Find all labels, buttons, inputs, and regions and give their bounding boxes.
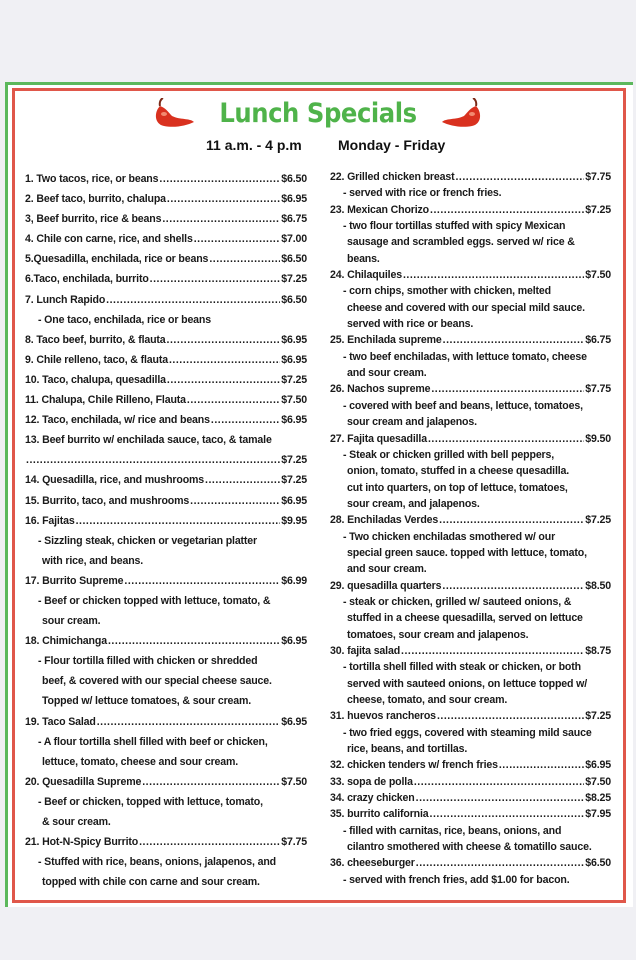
menu-item [330,512,611,577]
dot-leader [159,169,280,189]
menu-item-line [25,229,307,249]
menu-item-line [25,350,307,370]
item-price: $7.00 [281,233,307,246]
item-price: $6.75 [281,213,307,226]
dot-leader [194,229,281,249]
item-name: 19. Taco Salad [25,715,96,728]
item-description: lettuce, tomato, cheese and sour cream. [42,755,239,768]
menu-item-line [25,249,307,269]
days-label: Monday - Friday [338,137,446,153]
item-description: - Beef or chicken topped with lettuce, tomato, & [38,594,271,607]
dot-leader [428,431,584,447]
dot-leader [499,757,584,773]
item-description: cheese, tomato, and sour cream. [347,694,508,706]
menu-item-line [330,757,611,773]
menu-item [330,431,611,513]
dot-leader [106,290,280,310]
menu-item-line [330,431,611,447]
item-description: - Flour tortilla filled with chicken or shredded [38,655,258,668]
item-price: $6.50 [281,253,307,266]
item-name: 34. crazy chicken [330,792,415,805]
item-description: - A flour tortilla shell filled with beef or chicken, [38,735,268,748]
item-price: $6.50 [585,857,611,870]
dot-leader [431,381,584,397]
menu-item-line [25,330,307,350]
item-description: sausage and scrambled eggs. served w/ rice & [347,236,575,249]
item-description: onion, tomato, stuffed in a cheese quesadilla. [347,465,570,478]
item-description: rice, beans, and tortillas. [347,743,468,756]
item-description: beans. [347,252,380,265]
menu-item [25,189,307,209]
menu-item [330,774,611,790]
menu-item [25,571,307,631]
item-description: - Two chicken enchiladas smothered w/ our [343,530,556,543]
item-price: $9.50 [585,432,611,445]
item-name: 30. fajita salad [330,644,401,657]
menu-item-line [330,202,611,218]
menu-column-right [330,169,611,888]
item-price: $8.25 [585,792,611,805]
menu-item-line [330,578,611,594]
item-price: $7.25 [585,514,611,527]
item-description: - tortilla shell filled with steak or chicken, or both [343,661,581,674]
item-price: $8.50 [585,579,611,592]
item-name: 18. Chimichanga [25,635,107,648]
item-description: Topped w/ lettuce tomatoes, & sour cream. [42,695,252,708]
dot-leader [108,631,280,651]
item-name: 35. burrito california [330,808,429,821]
hours-label: 11 a.m. - 4 p.m [206,137,302,153]
item-price: $7.25 [281,474,307,487]
menu-item [25,290,307,330]
item-description: special green sauce. topped with lettuce, tomato, [347,546,587,559]
item-price: $6.75 [585,334,611,347]
item-name: 36. cheeseburger [330,857,415,870]
dot-leader [430,202,584,218]
menu-item-line [330,708,611,724]
item-name: 26. Nachos supreme [330,383,431,396]
dot-leader [205,470,280,490]
dot-leader [187,390,280,410]
item-description: - Sizzling steak, chicken or vegetarian platter [38,534,258,547]
item-description: and sour cream. [347,563,427,576]
menu-item-line [330,643,611,659]
item-name: 10. Taco, chalupa, quesadilla [25,373,166,386]
item-description: - served with french fries, add $1.00 for bacon. [343,873,570,886]
item-price: $6.95 [281,333,307,346]
menu-item-line [25,189,307,209]
item-description: - two beef enchiladas, with lettuce tomato, cheese [343,350,587,363]
item-description: stuffed in a cheese quesadilla, served on lettuce [347,612,583,625]
item-price: $8.75 [585,644,611,657]
menu-item [330,169,611,202]
item-name: 33. sopa de polla [330,775,413,788]
menu-item [25,470,307,490]
item-price: $9.95 [281,514,307,527]
item-price: $7.25 [281,373,307,386]
item-name: 31. huevos rancheros [330,710,436,723]
dot-leader [139,832,280,852]
menu-item-line [25,470,307,490]
item-price: $7.50 [585,269,611,282]
item-price: $6.50 [281,173,307,185]
item-description: sour cream. [42,615,101,628]
item-name: 23. Mexican Chorizo [330,203,429,216]
dot-leader [403,267,584,283]
item-price: $7.50 [585,775,611,788]
item-name: 24. Chilaquiles [330,269,402,282]
menu-item [330,332,611,381]
item-description: - Beef or chicken, topped with lettuce, tomato, [38,795,263,808]
item-name: 1. Two tacos, rice, or beans [25,173,159,185]
dot-leader [416,855,584,871]
dot-leader [124,571,280,591]
dot-leader [455,169,584,185]
menu-item-line [25,712,307,732]
menu-item-line [330,855,611,871]
menu-item [25,832,307,892]
item-price: $6.95 [281,414,307,427]
menu-item-line [25,290,307,310]
menu-item [330,806,611,855]
item-description: - two flour tortillas stuffed with spicy Mexican [343,220,566,233]
menu-item-line [25,832,307,852]
dot-leader [437,708,584,724]
dot-leader [439,512,584,528]
menu-item-line [330,267,611,283]
item-description: - Steak or chicken grilled with bell peppers, [343,448,555,461]
menu-item [25,430,307,470]
item-price: $6.95 [281,494,307,507]
menu-item [25,269,307,289]
menu-item-line [330,332,611,348]
dot-leader [209,249,280,269]
item-price: $6.99 [281,574,307,587]
menu-item [25,491,307,511]
menu-item-line [25,269,307,289]
menu-item [25,772,307,832]
chili-pepper-icon [438,98,486,134]
menu-column-left [25,169,307,892]
item-description: sour cream, and jalapenos. [347,497,480,510]
item-price: $7.75 [585,171,611,183]
item-name: 7. Lunch Rapido [25,293,106,306]
dot-leader [76,511,281,531]
item-price: $6.95 [281,193,307,206]
item-price: $6.50 [281,293,307,306]
item-description: served with sauteed onions, on lettuce topped w/ [347,677,588,690]
item-description: topped with chile con carne and sour cream. [42,876,260,889]
menu-item [330,202,611,267]
dot-leader [190,491,280,511]
item-name: 13. Beef burrito w/ enchilada sauce, taco, & tamale [25,434,272,447]
item-name: 29. quesadilla quarters [330,579,442,592]
item-name: 16. Fajitas [25,514,75,527]
dot-leader [167,189,280,209]
item-description: - two fried eggs, covered with steaming mild sauce [343,726,592,739]
item-name: 4. Chile con carne, rice, and shells [25,233,193,246]
item-description: - covered with beef and beans, lettuce, tomatoes, [343,399,583,412]
dot-leader [26,450,280,470]
item-name: 3, Beef burrito, rice & beans [25,213,162,226]
item-name: 9. Chile relleno, taco, & flauta [25,353,168,366]
dot-leader [211,410,280,430]
menu-item [330,790,611,806]
menu-item [330,643,611,708]
menu-item-line [330,381,611,397]
item-description: sour cream and jalapenos. [347,416,477,429]
menu-item-line [330,512,611,528]
dot-leader [442,578,584,594]
menu-item [25,390,307,410]
item-name: 28. Enchiladas Verdes [330,514,439,527]
item-name: 12. Taco, enchilada, w/ rice and beans [25,414,210,427]
menu-item [330,381,611,430]
item-description: served with rice or beans. [347,318,474,331]
item-price: $7.25 [281,273,307,286]
menu-item-price-line [25,450,307,470]
item-name: 8. Taco beef, burrito, & flauta [25,333,166,346]
item-price: $7.25 [585,203,611,216]
item-description: tomatoes, sour cream and jalapenos. [347,628,529,641]
menu-item [25,631,307,711]
menu-item-line [25,430,307,450]
item-price: $6.95 [281,353,307,366]
menu-item-line [25,772,307,792]
dot-leader [443,332,585,348]
menu-item-line [330,774,611,790]
item-name: 6.Taco, enchilada, burrito [25,273,149,286]
menu-item-line [330,790,611,806]
menu-item-line [25,390,307,410]
menu-item-line [330,169,611,185]
dot-leader [416,790,585,806]
menu-item [330,708,611,757]
dot-leader [430,806,585,822]
dot-leader [97,712,281,732]
item-description: - Stuffed with rice, beans, onions, jalapenos, and [38,856,276,869]
item-description: cheese and covered with our special mild sauce. [347,301,585,314]
menu-item [330,578,611,643]
dot-leader [169,350,280,370]
item-price: $7.25 [585,710,611,723]
item-name: 25. Enchilada supreme [330,334,442,347]
item-description: - corn chips, smother with chicken, melted [343,285,551,298]
item-price: $7.75 [281,836,307,849]
menu-item [25,350,307,370]
item-name: 32. chicken tenders w/ french fries [330,759,498,772]
item-price: $6.95 [585,759,611,772]
item-description: beef, & covered with our special cheese sauce. [42,675,272,688]
item-price: $7.50 [281,775,307,788]
menu-item [330,757,611,773]
menu-item [25,169,307,189]
item-description: - served with rice or french fries. [343,187,502,200]
menu-item [25,370,307,390]
menu-item [25,330,307,350]
dot-leader [167,370,280,390]
item-name: 2. Beef taco, burrito, chalupa [25,193,166,206]
item-price: $6.95 [281,715,307,728]
menu-item-line [330,806,611,822]
item-price: $7.25 [281,454,307,467]
menu-item-line [25,491,307,511]
item-name: 22. Grilled chicken breast [330,171,455,183]
item-description: cilantro smothered with cheese & tomatillo sauce. [347,841,592,854]
dot-leader [142,772,280,792]
menu-item [25,229,307,249]
page-title: Lunch Specials [219,98,417,129]
menu-item [25,511,307,571]
item-description: and sour cream. [347,367,427,380]
item-price: $6.95 [281,635,307,648]
dot-leader [162,209,280,229]
menu-item-line [25,511,307,531]
menu-item-line [25,169,307,189]
dot-leader [167,330,281,350]
item-name: 5.Quesadilla, enchilada, rice or beans [25,253,209,266]
item-name: 17. Burrito Supreme [25,574,124,587]
menu-item-line [25,209,307,229]
item-name: 27. Fajita quesadilla [330,432,427,445]
menu-item-line [25,631,307,651]
item-price: $7.95 [585,808,611,821]
item-description: & sour cream. [42,816,111,828]
item-description: - filled with carnitas, rice, beans, onions, and [343,824,562,837]
item-price: $7.75 [585,383,611,396]
menu-item [25,249,307,269]
item-price: $7.50 [281,394,307,407]
dot-leader [150,269,281,289]
menu-item [25,410,307,430]
menu-item [25,712,307,772]
menu-item [330,267,611,332]
item-description: with rice, and beans. [42,554,144,567]
item-name: 15. Burrito, taco, and mushrooms [25,494,190,507]
menu-item-line [25,370,307,390]
menu-item-line [25,571,307,591]
dot-leader [414,774,584,790]
item-description: - steak or chicken, grilled w/ sauteed onions, & [343,595,572,608]
dot-leader [401,643,584,659]
item-name: 14. Quesadilla, rice, and mushrooms [25,474,205,487]
item-name: 11. Chalupa, Chile Rilleno, Flauta [25,394,186,407]
menu-item [330,855,611,888]
menu-item-line [25,410,307,430]
item-name: 21. Hot-N-Spicy Burrito [25,836,139,849]
item-name: 20. Quesadilla Supreme [25,775,142,788]
item-description: - One taco, enchilada, rice or beans [38,313,211,326]
item-description: cut into quarters, on top of lettuce, tomatoes, [347,481,568,494]
menu-item [25,209,307,229]
